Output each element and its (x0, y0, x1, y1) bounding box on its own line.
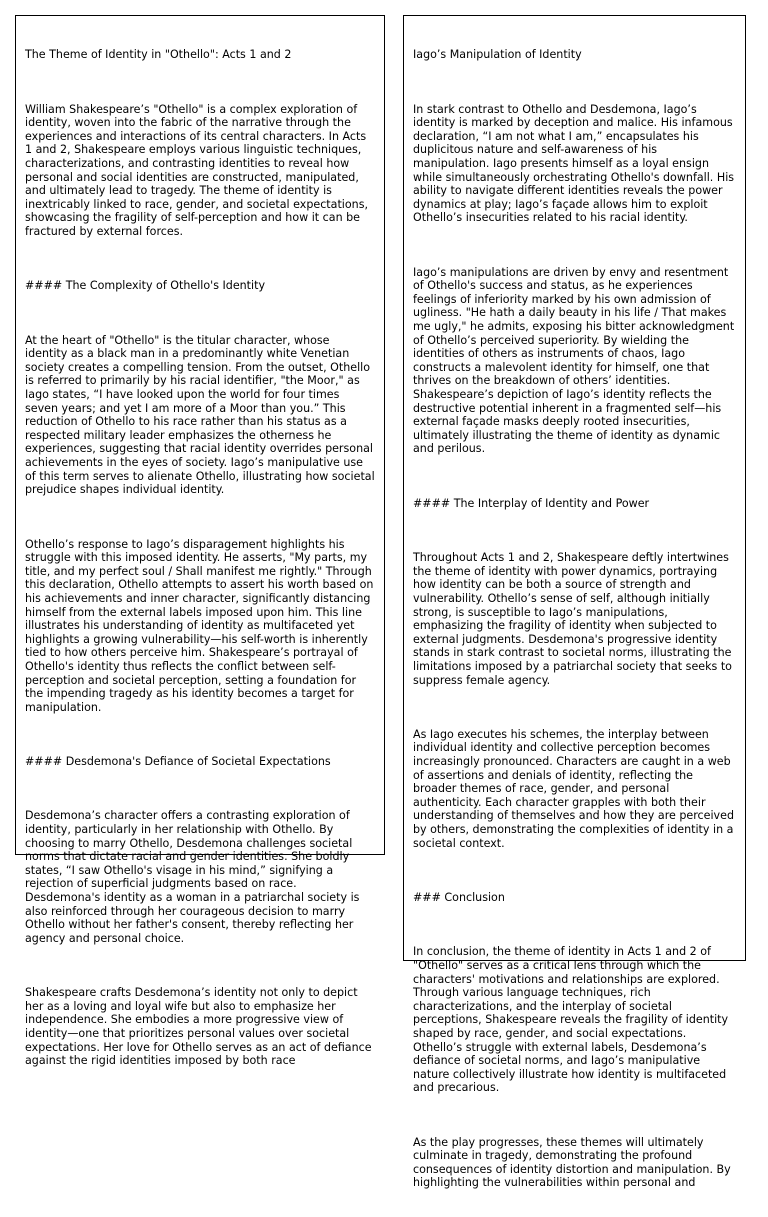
paragraph: Throughout Acts 1 and 2, Shakespeare deftly intertwines the theme of identity with power dynamics, portraying how identity can be both a source of strength and vulnerability. Othello’s sense of self, although initially strong, is susceptible to Iago’s manipulations, emphasizing the fragility of identity when subjected to external judgments. Desdemona's progressive identity stands in stark contrast to societal norms, illustrating the limitations imposed by a patriarchal society that seeks to suppress female agency. (413, 551, 736, 687)
section-heading-identity-power: #### The Interplay of Identity and Power (413, 496, 650, 510)
section-heading-othello-identity: #### The Complexity of Othello's Identity (25, 279, 266, 293)
paragraph: As the play progresses, these themes will ultimately culminate in tragedy, demonstrating the profound consequences of identity distortion and manipulation. By highlighting the vulnerabilities within personal and (413, 1135, 735, 1190)
section-heading-desdemona: #### Desdemona's Defiance of Societal Expectations (25, 755, 331, 769)
paragraph: As Iago executes his schemes, the interplay between individual identity and collective perception becomes increasingly pronounced. Characters are caught in a web of assertions and denials of identity, reflecting the broader themes of race, gender, and personal authenticity. Each character grapples with both their understanding of themselves and how they are perceived by others, demonstrating the complexities of identity in a societal context. (413, 727, 738, 850)
paragraph: Iago’s manipulations are driven by envy and resentment of Othello's success and status, as he experiences feelings of inferiority marked by his own admission of ugliness. "He hath a daily beauty in his life / That makes me ugly," he admits, exposing his bitter acknowledgment of Othello’s perceived superiority. By wielding the identities of others as instruments of chaos, Iago constructs a malevolent identity for himself, one that thrives on the breakdown of others’ identities. Shakespeare’s depiction of Iago’s identity reflects the destructive potential inherent in a fragmented self—his external façade masks deeply rooted insecurities, ultimately illustrating the theme of identity as dynamic and perilous. (413, 265, 738, 456)
section-heading-conclusion: ### Conclusion (413, 891, 505, 904)
paragraph: Desdemona’s character offers a contrasting exploration of identity, particularly in her relationship with Othello. By choosing to marry Othello, Desdemona challenges societal norms that dictate racial and gender identities. She boldly states, “I saw Othello's visage in his mind,” signifying a rejection of superficial judgments based on race. Desdemona's identity as a woman in a patriarchal society is also reinforced through her courageous decision to marry Othello without her father's consent, thereby reflecting her agency and personal choice. (25, 809, 363, 945)
page-column-right (403, 15, 746, 1190)
paragraph: In conclusion, the theme of identity in Acts 1 and 2 of "Othello" serves as a critical lens through which the characters' motivations and relationships are explored. Through various language techniques, rich characterizations, and the interplay of societal perceptions, Shakespeare reveals the fragility of identity shaped by race, gender, and social expectations. Othello’s struggle with external labels, Desdemona’s defiance of societal norms, and Iago’s manipulative nature collectively illustrate how identity is multifaceted and precarious. (413, 945, 732, 1095)
paragraph: At the heart of "Othello" is the titular character, whose identity as a black man in a predominantly white Venetian society creates a compelling tension. From the outset, Othello is referred to primarily by his racial identifier, "the Moor," as Iago states, “I have looked upon the world for four times seven years; and yet I am more of a Moor than you.” This reduction of Othello to his race rather than his status as a respected military leader emphasizes the otherness he experiences, suggesting that racial identity overrides personal achievements in the eyes of society. Iago’s manipulative use of this term serves to alienate Othello, illustrating how societal prejudice shapes individual identity. (25, 333, 379, 497)
essay-title: The Theme of Identity in "Othello": Acts 1 and 2 (25, 48, 292, 62)
paragraph: Shakespeare crafts Desdemona’s identity not only to depict her as a loving and loyal wife but also to emphasize her independence. She embodies a more progressive view of identity—one that prioritizes personal values over societal expectations. Her love for Othello serves as an act of defiance against the rigid identities imposed by both race (25, 986, 376, 1068)
section-heading-iago: Iago’s Manipulation of Identity (413, 48, 582, 62)
page-column-left (15, 15, 385, 1068)
paragraph-intro: William Shakespeare’s "Othello" is a complex exploration of identity, woven into the fabric of the narrative through the experiences and interactions of its central characters. In Acts 1 and 2, Shakespeare employs various linguistic techniques, characterizations, and contrasting identities to reveal how personal and social identities are constructed, manipulated, and ultimately lead to tragedy. The theme of identity is inextricably linked to race, gender, and societal expectations, showcasing the fragility of self-perception and how it can be fractured by external forces. (25, 102, 372, 238)
paragraph: Othello’s response to Iago’s disparagement highlights his struggle with this imposed identity. He asserts, "My parts, my title, and my perfect soul / Shall manifest me rightly." Through this declaration, Othello attempts to assert his worth based on his achievements and inner character, significantly distancing himself from the external labels imposed upon him. This line illustrates his understanding of identity as multifaceted yet highlights a growing vulnerability—his self-worth is inherently tied to how others perceive him. Shakespeare’s portrayal of Othello's identity thus reflects the conflict between self-perception and societal perception, setting a foundation for the impending tragedy as his identity becomes a target for manipulation. (25, 537, 377, 714)
paragraph: In stark contrast to Othello and Desdemona, Iago’s identity is marked by deception and malice. His infamous declaration, “I am not what I am,” encapsulates his duplicitous nature and self-awareness of his manipulation. Iago presents himself as a loyal ensign while simultaneously orchestrating Othello's downfall. His ability to navigate different identities reveals the power dynamics at play; Iago’s façade allows him to exploit Othello’s insecurities related to his racial identity. (413, 102, 738, 225)
